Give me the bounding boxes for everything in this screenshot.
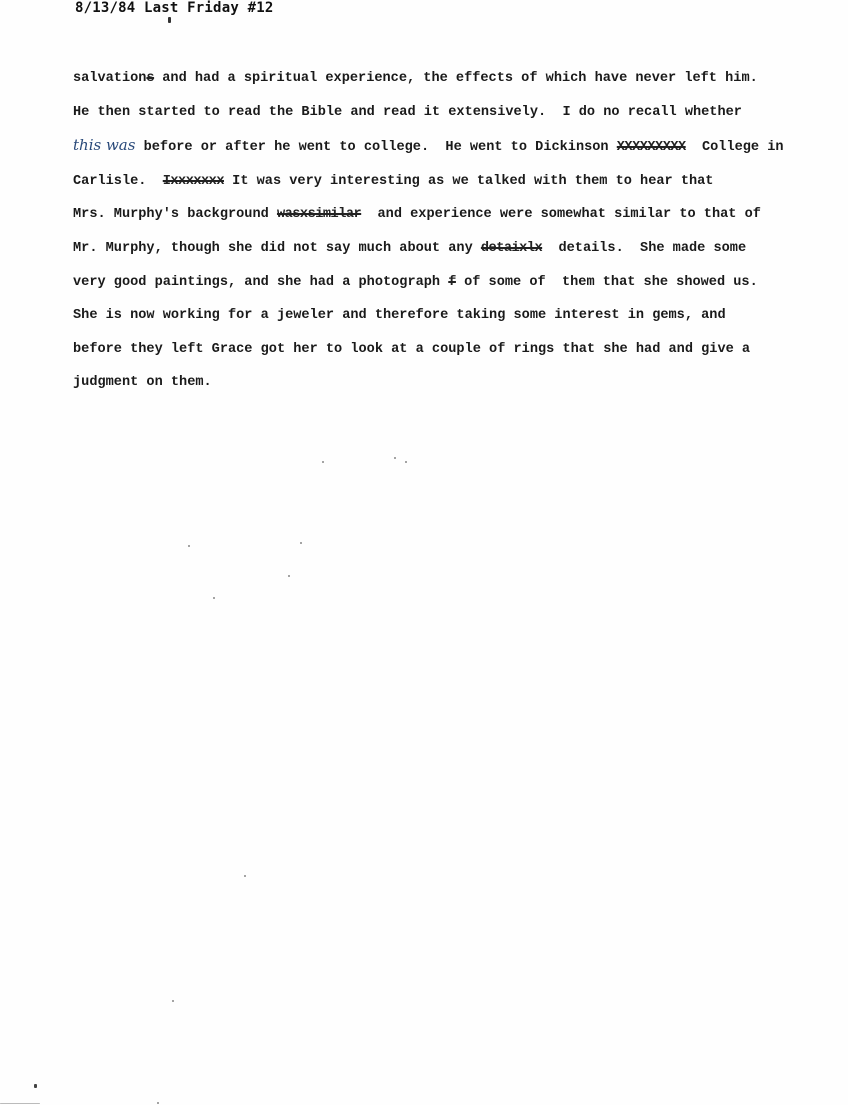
struck-text: detaixlx (480, 240, 543, 256)
text-segment: of some of them that she showed us. (455, 274, 758, 290)
scan-speck (168, 17, 171, 23)
text-segment: before or after he went to college. He went to Dickinson (135, 140, 617, 156)
text-segment: and had a spiritual experience, the effects of which have never left him. (154, 71, 758, 86)
text-segment: judgment on them. (73, 375, 212, 391)
page-header: 8/13/84 Last Friday #12 (75, 0, 274, 16)
body-text (73, 62, 823, 400)
scan-speck (394, 457, 396, 459)
scan-speck (34, 1084, 37, 1088)
scan-speck (300, 542, 302, 544)
text-segment: College in (685, 140, 784, 156)
scan-speck (172, 1000, 174, 1002)
text-line (73, 165, 823, 199)
text-segment: He then started to read the Bible and read it extensively. I do no recall whether (73, 104, 742, 120)
text-line (73, 333, 823, 367)
struck-text: Ixxxxxxx (162, 173, 224, 189)
text-line (73, 232, 823, 266)
text-segment: Mr. Murphy, though she did not say much about any (73, 240, 481, 256)
scan-speck (288, 575, 290, 577)
text-segment: She is now working for a jeweler and therefore taking some interest in gems, and (73, 308, 726, 324)
text-segment: Carlisle. (73, 173, 163, 189)
text-line (73, 96, 823, 130)
scan-speck (244, 875, 246, 877)
scan-speck (405, 461, 407, 463)
text-segment: salvation (73, 71, 147, 86)
scan-speck (213, 597, 215, 599)
struck-text: wasxsimilar (276, 207, 362, 223)
text-line (73, 299, 823, 333)
text-segment: details. She made some (542, 240, 747, 256)
scan-speck (322, 461, 324, 463)
text-line (73, 198, 823, 232)
text-segment: and experience were somewhat similar to that of (361, 207, 761, 223)
scan-speck (188, 545, 190, 547)
text-line (73, 366, 823, 400)
scan-speck (0, 1103, 40, 1104)
text-line (73, 266, 823, 300)
struck-text: s (146, 71, 155, 86)
scan-speck (157, 1102, 159, 1104)
struck-text: XXXXXXXXX (616, 140, 686, 156)
text-segment: before they left Grace got her to look at a couple of rings that she had and give a (73, 341, 751, 357)
struck-text: f (448, 274, 456, 290)
handwritten-insert: this was (73, 136, 136, 155)
text-segment: It was very interesting as we talked with them to hear that (224, 173, 714, 189)
text-line (73, 62, 823, 96)
text-segment: Mrs. Murphy's background (73, 207, 277, 223)
text-segment: very good paintings, and she had a photograph (73, 274, 449, 290)
text-line (73, 129, 823, 165)
